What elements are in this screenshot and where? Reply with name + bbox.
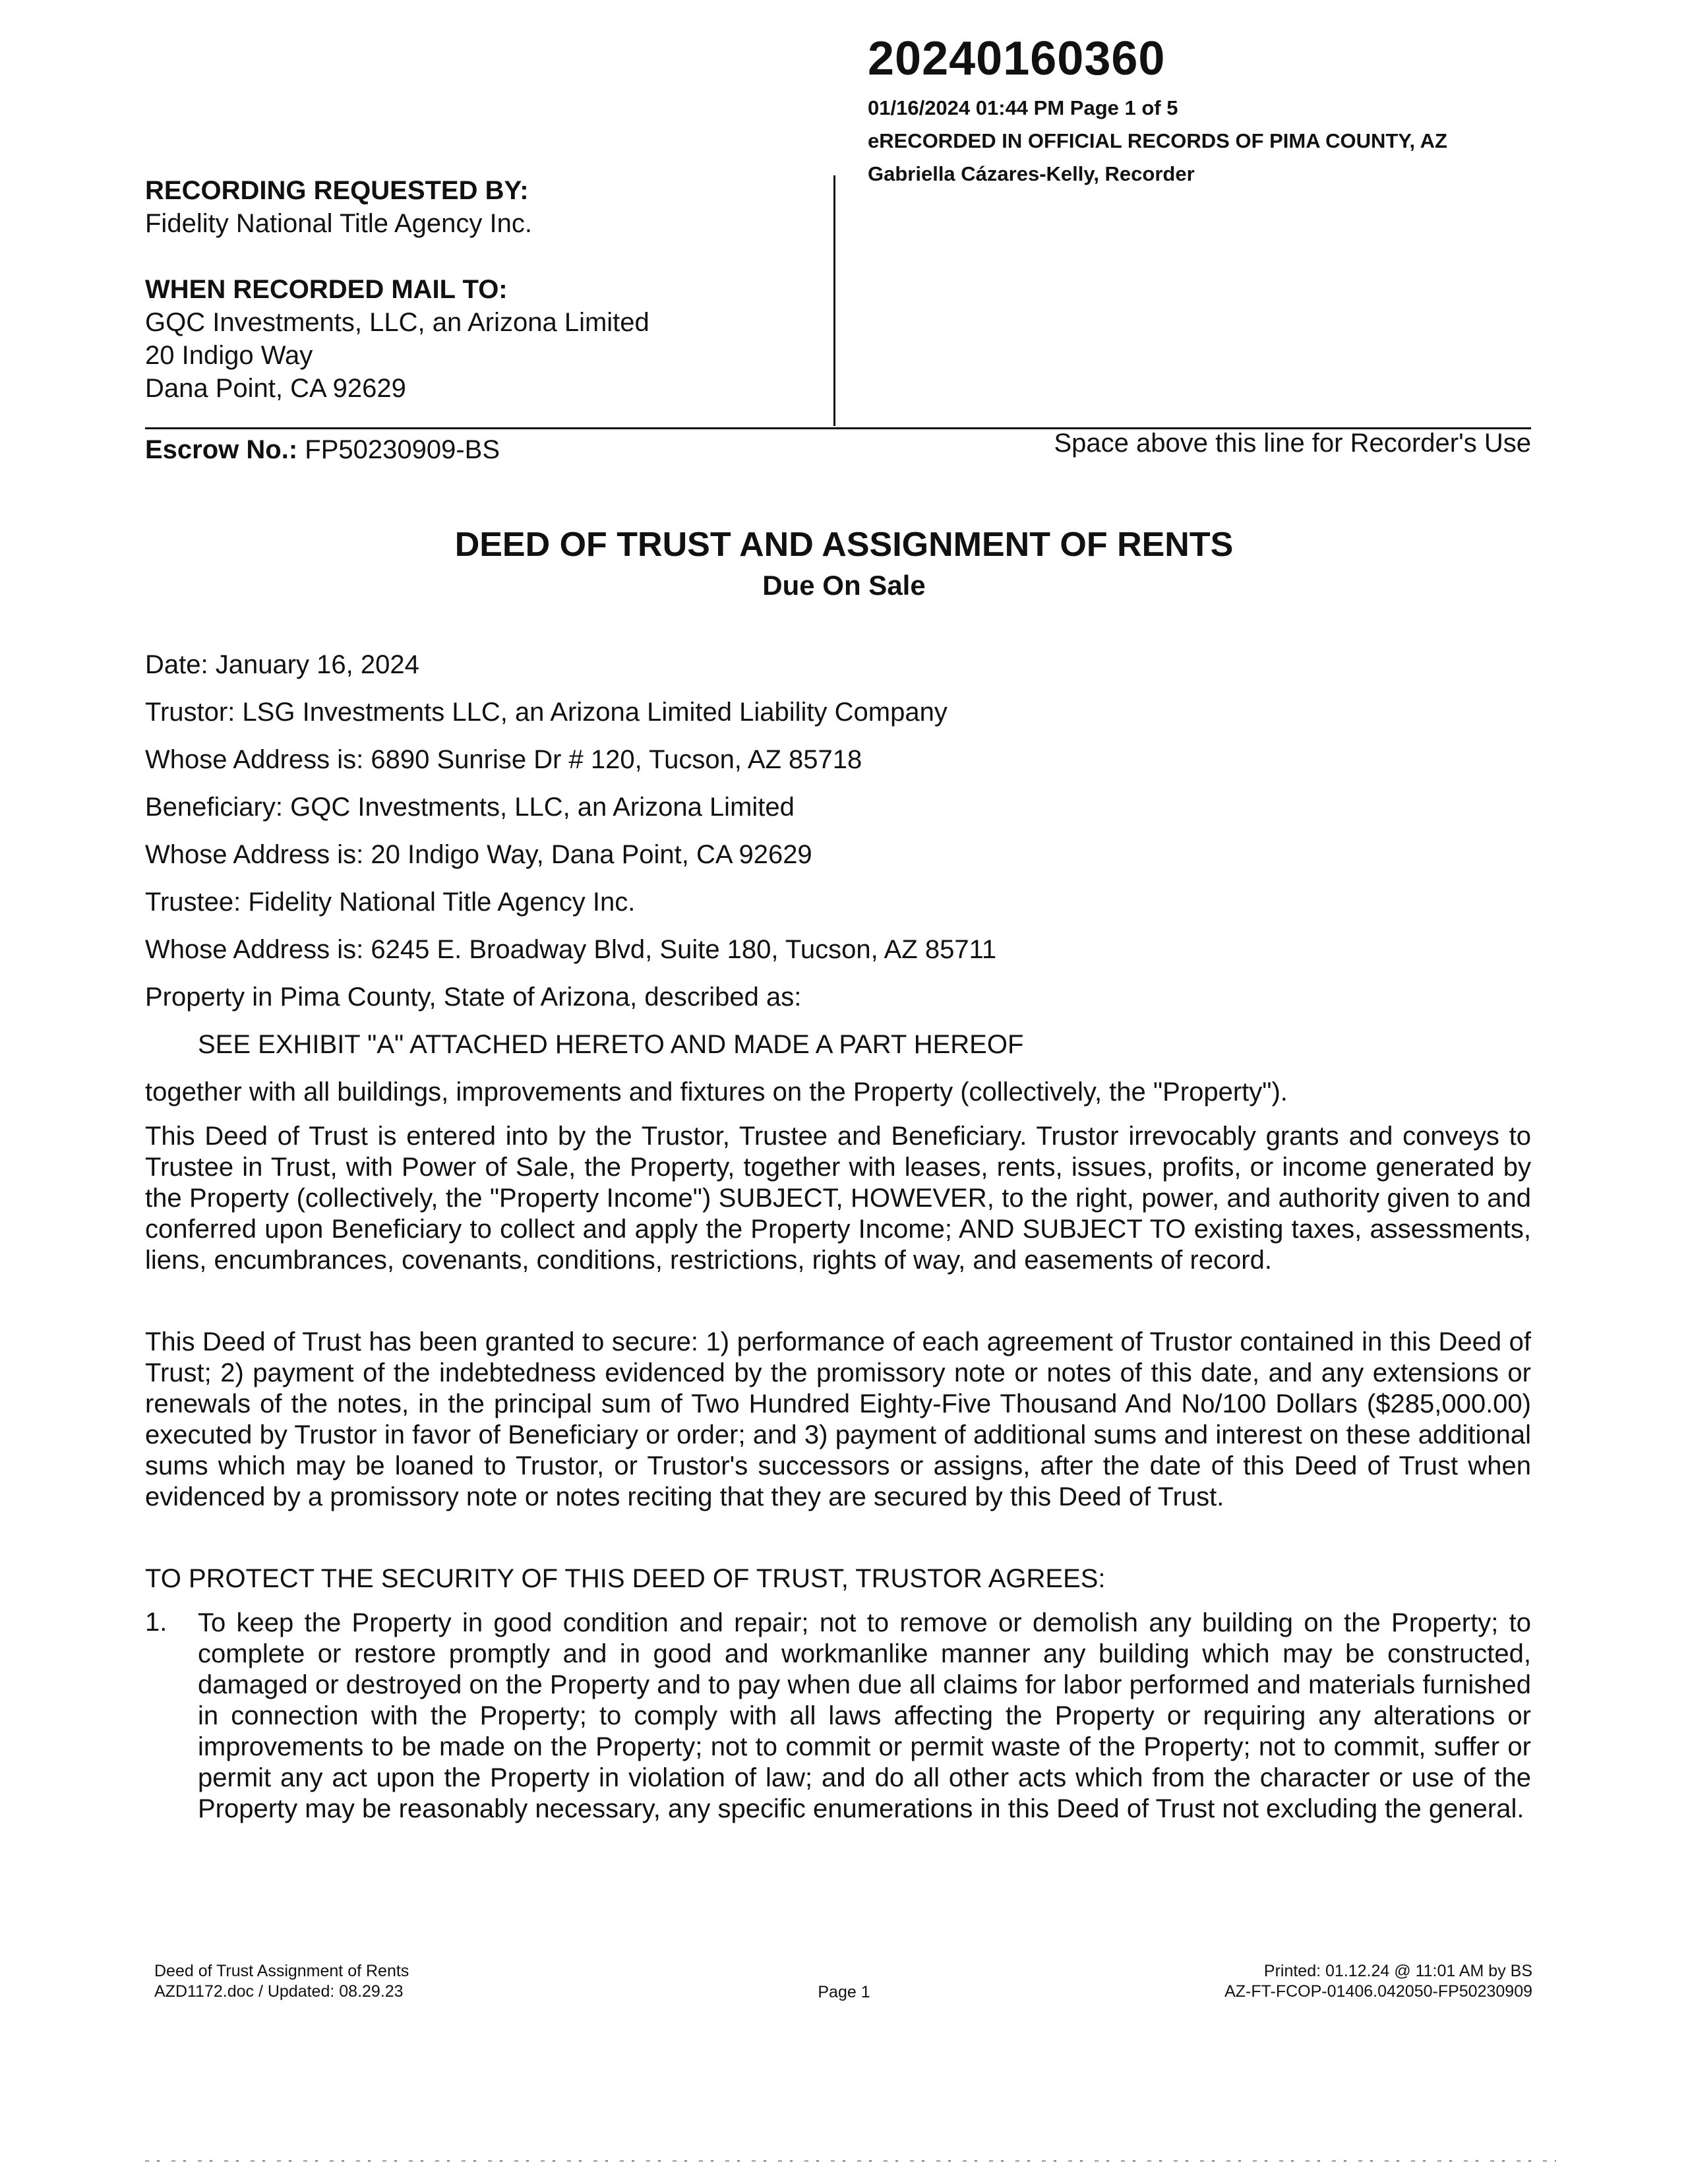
protect-heading: TO PROTECT THE SECURITY OF THIS DEED OF TRUST, TRUSTOR AGREES: bbox=[145, 1564, 1106, 1593]
property-intro: Property in Pima County, State of Arizona, described as: bbox=[145, 983, 802, 1012]
recording-office: eRECORDED IN OFFICIAL RECORDS OF PIMA COUNTY, AZ bbox=[868, 129, 1447, 152]
mail-to-line3: Dana Point, CA 92629 bbox=[145, 374, 406, 403]
document-number: 20240160360 bbox=[868, 32, 1166, 85]
footer-file-code: AZ-FT-FCOP-01406.042050-FP50230909 bbox=[1224, 1982, 1532, 2001]
document-subtitle: Due On Sale bbox=[762, 570, 926, 601]
mail-to-line2: 20 Indigo Way bbox=[145, 341, 313, 370]
security-paragraph: This Deed of Trust has been granted to secure: 1) performance of each agreement of Trustor contained in this Deed of Trust; 2) payment of the indebtedness evidenced by the promissory note or notes of this date, and any extensions or renewals of the notes, in the principal sum of Two Hundred Eighty-Five Thousand And No/100 Dollars ($285,000.00) executed by Trustor in favor of Beneficiary or order; and 3) payment of additional sums and interest on these additional sums which may be loaned to Trustor, or Trustor's successors or assigns, after the date of this Deed of Trust when evidenced by a promissory note or notes reciting that they are secured by this Deed of Trust. bbox=[145, 1327, 1531, 1511]
header-divider-vertical bbox=[833, 175, 835, 426]
footer-form-name: Deed of Trust Assignment of Rents bbox=[154, 1962, 409, 1980]
escrow-label: Escrow No.: bbox=[145, 435, 298, 464]
beneficiary-field: Beneficiary: GQC Investments, LLC, an Arizona Limited bbox=[145, 793, 795, 822]
recorder-name: Gabriella Cázares-Kelly, Recorder bbox=[868, 162, 1195, 185]
escrow-value: FP50230909-BS bbox=[305, 435, 500, 464]
scan-artifact-line bbox=[145, 2160, 1556, 2162]
footer-printed: Printed: 01.12.24 @ 11:01 AM by BS bbox=[1263, 1962, 1532, 1980]
requested-by-block bbox=[145, 174, 532, 240]
recording-timestamp: 01/16/2024 01:44 PM Page 1 of 5 bbox=[868, 96, 1178, 119]
requested-by-label: RECORDING REQUESTED BY: bbox=[145, 176, 529, 205]
trustee-address-field: Whose Address is: 6245 E. Broadway Blvd, Suite 180, Tucson, AZ 85711 bbox=[145, 935, 997, 964]
mail-to-label: WHEN RECORDED MAIL TO: bbox=[145, 275, 508, 304]
mail-to-block bbox=[145, 273, 649, 405]
property-together-clause: together with all buildings, improvements and fixtures on the Property (collectively, the "Property"). bbox=[145, 1077, 1288, 1107]
document-title: DEED OF TRUST AND ASSIGNMENT OF RENTS bbox=[454, 526, 1234, 564]
trustor-address-field: Whose Address is: 6890 Sunrise Dr # 120, Tucson, AZ 85718 bbox=[145, 745, 862, 774]
footer-page-number: Page 1 bbox=[818, 1983, 870, 2001]
exhibit-reference: SEE EXHIBIT "A" ATTACHED HERETO AND MADE A PART HEREOF bbox=[198, 1030, 1024, 1059]
item-1-text: To keep the Property in good condition and repair; not to remove or demolish any building on the Property; to complete or restore promptly and in good and workmanlike manner any building which may be constructed, damaged or destroyed on the Property and to pay when due all claims for labor performed and materials furnished in connection with the Property; to comply with all laws affecting the Property or requiring any alterations or improvements to be made on the Property; not to commit or permit waste of the Property; not to commit, suffer or permit any act upon the Property in violation of law; and do all other acts which from the character or use of the Property may be reasonably necessary, any specific enumerations in this Deed of Trust not excluding the general. bbox=[198, 1608, 1531, 1823]
trustee-field: Trustee: Fidelity National Title Agency Inc. bbox=[145, 888, 636, 917]
recorder-use-note: Space above this line for Recorder's Use bbox=[1054, 429, 1531, 458]
item-1-number: 1. bbox=[145, 1608, 167, 1637]
beneficiary-address-field: Whose Address is: 20 Indigo Way, Dana Point, CA 92629 bbox=[145, 840, 812, 869]
date-field: Date: January 16, 2024 bbox=[145, 650, 419, 679]
grant-paragraph: This Deed of Trust is entered into by the Trustor, Trustee and Beneficiary. Trustor irrevocably grants and conveys to Trustee in Trust, with Power of Sale, the Property, together with leases, rents, issues, profits, or income generated by the Property (collectively, the "Property Income") SUBJECT, HOWEVER, to the right, power, and authority given to and conferred upon Beneficiary to collect and apply the Property Income; AND SUBJECT TO existing taxes, assessments, liens, encumbrances, covenants, conditions, restrictions, rights of way, and easements of record. bbox=[145, 1122, 1531, 1275]
escrow-number bbox=[145, 435, 500, 465]
footer-right bbox=[1224, 1961, 1532, 2002]
mail-to-line1: GQC Investments, LLC, an Arizona Limited bbox=[145, 308, 649, 337]
trustor-field: Trustor: LSG Investments LLC, an Arizona Limited Liability Company bbox=[145, 698, 948, 727]
requested-by-value: Fidelity National Title Agency Inc. bbox=[145, 209, 532, 238]
footer-form-version: AZD1172.doc / Updated: 08.29.23 bbox=[154, 1982, 404, 2001]
